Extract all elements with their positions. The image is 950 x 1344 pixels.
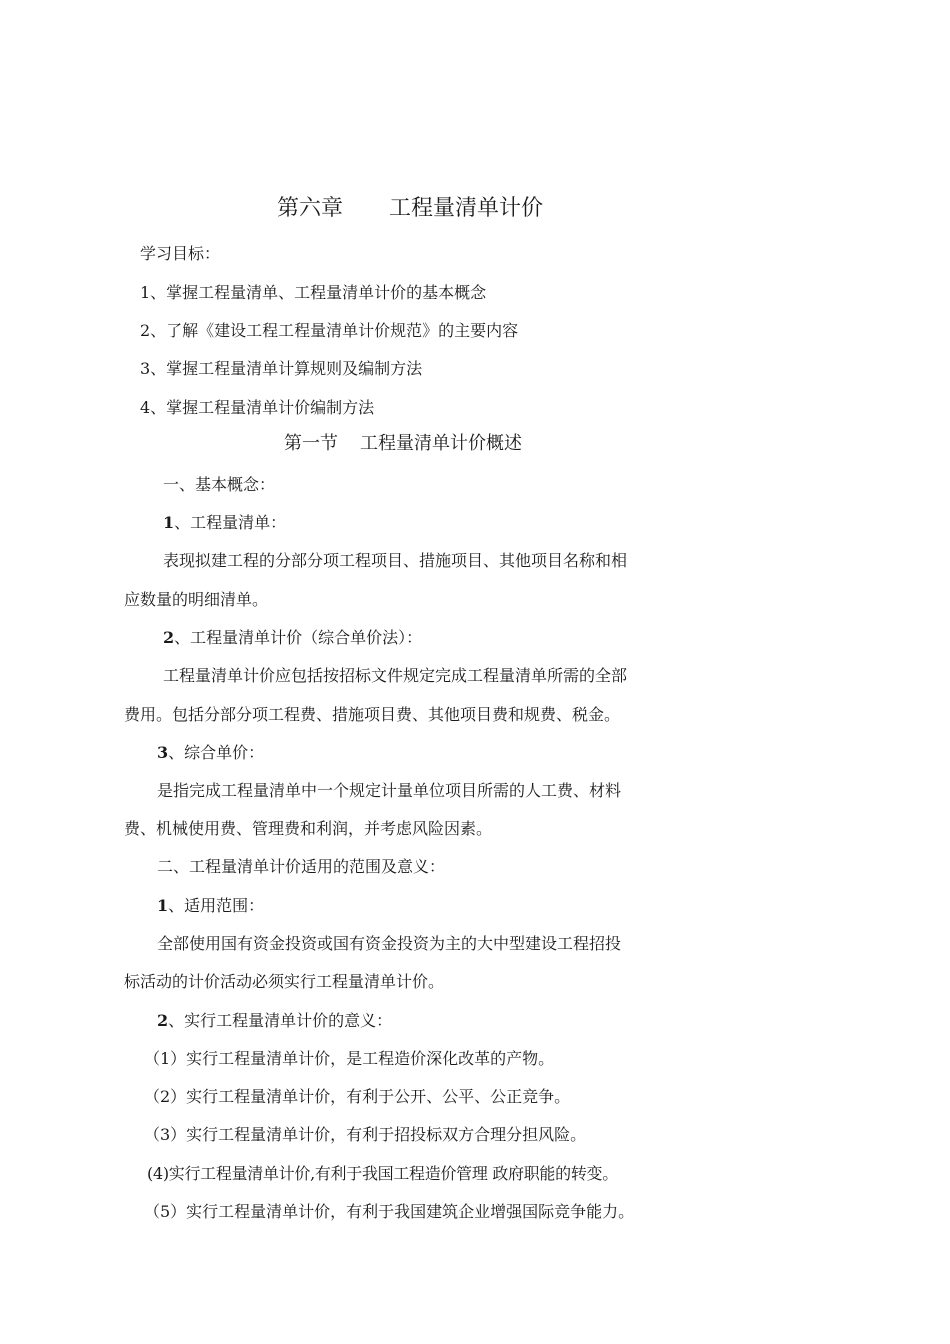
objective-item: 2、了解《建设工程工程量清单计价规范》的主要内容 (140, 321, 519, 340)
subsection-heading: 2、工程量清单计价（综合单价法）： (163, 628, 423, 647)
list-item: （1）实行工程量清单计价，是工程造价深化改革的产物。 (144, 1049, 555, 1068)
paragraph-line: 费用。包括分部分项工程费、措施项目费、其他项目费和规费、税金。 (124, 705, 621, 724)
subsection-heading: 2、实行工程量清单计价的意义： (157, 1011, 393, 1030)
part-heading: 一、基本概念： (163, 475, 276, 494)
paragraph-line: 是指完成工程量清单中一个规定计量单位项目所需的人工费、材料 (157, 781, 622, 800)
objective-item: 1、掌握工程量清单、工程量清单计价的基本概念 (140, 283, 487, 302)
list-item: (4)实行工程量清单计价,有利于我国工程造价管理 政府职能的转变。 (147, 1164, 618, 1183)
list-item: （5）实行工程量清单计价，有利于我国建筑企业增强国际竞争能力。 (144, 1202, 635, 1221)
list-item: （2）实行工程量清单计价，有利于公开、公平、公正竞争。 (144, 1087, 571, 1106)
subsection-heading: 3、综合单价： (157, 743, 265, 762)
section-name: 工程量清单计价概述 (360, 433, 522, 454)
chapter-name: 工程量清单计价 (389, 196, 544, 221)
paragraph-line: 费、机械使用费、管理费和利润，并考虑风险因素。 (124, 819, 493, 838)
part-heading: 二、工程量清单计价适用的范围及意义： (157, 857, 446, 876)
subsection-heading: 1、适用范围： (157, 896, 265, 915)
paragraph-line: 标活动的计价活动必须实行工程量清单计价。 (124, 972, 445, 991)
paragraph-line: 应数量的明细清单。 (124, 590, 269, 609)
chapter-title (277, 194, 543, 224)
subsection-heading: 1、工程量清单： (163, 513, 287, 532)
objective-item: 3、掌握工程量清单计算规则及编制方法 (140, 359, 423, 378)
chapter-number: 第六章 (277, 196, 344, 221)
objectives-heading: 学习目标： (140, 244, 221, 263)
section-title (284, 431, 522, 457)
objective-item: 4、掌握工程量清单计价编制方法 (140, 398, 375, 417)
paragraph-line: 工程量清单计价应包括按招标文件规定完成工程量清单所需的全部 (163, 666, 628, 685)
paragraph-line: 表现拟建工程的分部分项工程项目、措施项目、其他项目名称和相 (163, 551, 628, 570)
section-number: 第一节 (284, 433, 338, 454)
list-item: （3）实行工程量清单计价，有利于招投标双方合理分担风险。 (144, 1125, 587, 1144)
paragraph-line: 全部使用国有资金投资或国有资金投资为主的大中型建设工程招投 (157, 934, 622, 953)
